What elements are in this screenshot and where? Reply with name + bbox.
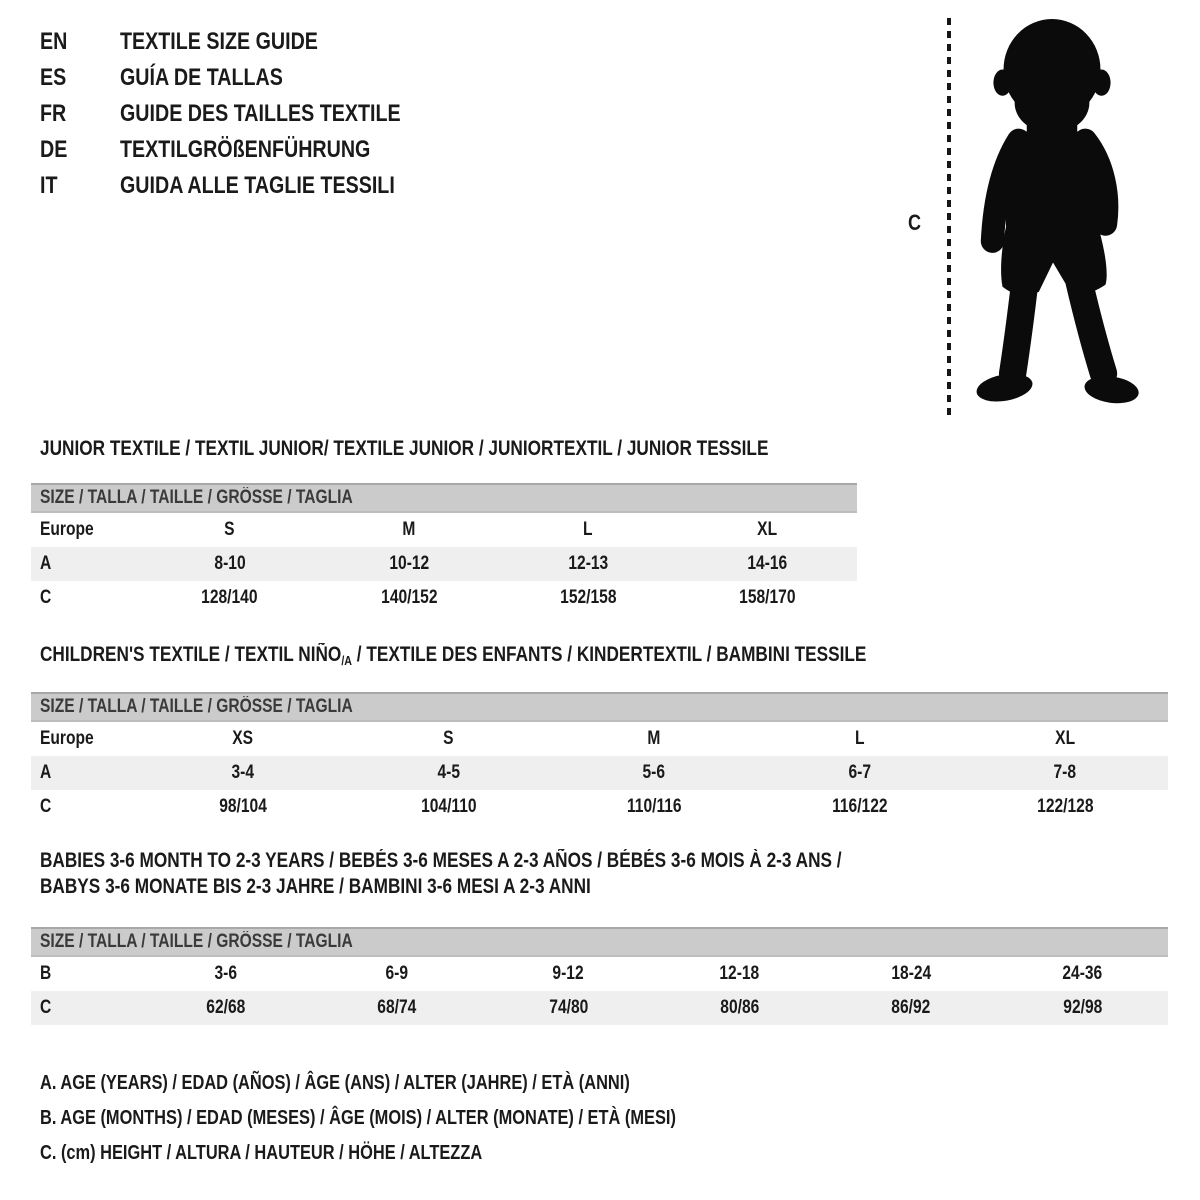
- cell-value: 5-6: [642, 762, 666, 783]
- lang-title: GUIDE DES TAILLES TEXTILE: [120, 100, 401, 127]
- cell-value: 92/98: [1062, 997, 1102, 1018]
- babies-size-header-bar: [31, 927, 1168, 957]
- cell-value: 18-24: [891, 963, 931, 984]
- cell-value: 68/74: [377, 997, 417, 1018]
- row-label: A: [40, 762, 52, 783]
- table-row: [31, 513, 857, 547]
- table-row: [31, 991, 1168, 1025]
- note-a: A. AGE (YEARS) / EDAD (AÑOS) / ÂGE (ANS) / ALTER (JAHRE) / ETÀ (ANNI): [40, 1072, 630, 1094]
- lang-code: FR: [40, 100, 67, 127]
- lang-code: ES: [40, 64, 67, 91]
- cell-value: 74/80: [548, 997, 588, 1018]
- note-b: B. AGE (MONTHS) / EDAD (MESES) / ÂGE (MOIS) / ALTER (MONATE) / ETÀ (MESI): [40, 1107, 676, 1129]
- cell-value: 4-5: [437, 762, 460, 783]
- children-size-header-bar: [31, 692, 1168, 722]
- lang-row-en: [40, 24, 462, 60]
- lang-row-it: [40, 168, 462, 204]
- cell-value: M: [402, 519, 416, 540]
- lang-code: EN: [40, 28, 68, 55]
- measure-c-label: C: [908, 210, 922, 235]
- cell-value: 7-8: [1053, 762, 1077, 783]
- cell-value: L: [583, 519, 593, 540]
- lang-row-es: [40, 60, 462, 96]
- cell-value: 9-12: [552, 963, 584, 984]
- cell-value: 98/104: [218, 796, 267, 817]
- cell-value: XS: [232, 728, 254, 749]
- cell-value: 8-10: [214, 553, 246, 574]
- row-label: Europe: [40, 728, 94, 749]
- junior-title-text: JUNIOR TEXTILE / TEXTIL JUNIOR/ TEXTILE JUNIOR / JUNIORTEXTIL / JUNIOR TESSILE: [40, 437, 769, 460]
- table-row: [31, 756, 1168, 790]
- row-label: C: [40, 997, 52, 1018]
- children-size-table: [31, 692, 1168, 824]
- lang-title: GUIDA ALLE TAGLIE TESSILI: [120, 172, 395, 199]
- note-c: C. (cm) HEIGHT / ALTURA / HAUTEUR / HÖHE / ALTEZZA: [40, 1142, 483, 1164]
- lang-row-de: [40, 132, 462, 168]
- row-label: A: [40, 553, 52, 574]
- table-row: [31, 957, 1168, 991]
- cell-value: 116/122: [831, 796, 888, 817]
- lang-title: TEXTILGRÖßENFÜHRUNG: [120, 136, 371, 163]
- cell-value: M: [647, 728, 661, 749]
- cell-value: 6-7: [848, 762, 871, 783]
- table-row: [31, 581, 857, 615]
- junior-section-title: [40, 436, 928, 462]
- cell-value: XL: [1055, 728, 1076, 749]
- row-label: C: [40, 796, 52, 817]
- cell-value: 14-16: [747, 553, 788, 574]
- babies-section-title: [40, 848, 1018, 900]
- cell-value: 122/128: [1037, 796, 1094, 817]
- lang-row-fr: [40, 96, 462, 132]
- row-label: B: [40, 963, 52, 984]
- cell-value: 12-13: [568, 553, 609, 574]
- cell-value: 12-18: [719, 963, 760, 984]
- babies-size-table: [31, 927, 1168, 1025]
- cell-value: 158/170: [739, 587, 796, 608]
- cell-value: 3-4: [231, 762, 255, 783]
- table-row: [31, 790, 1168, 824]
- babies-title-line1: BABIES 3-6 MONTH TO 2-3 YEARS / BEBÉS 3-6 MESES A 2-3 AÑOS / BÉBÉS 3-6 MOIS À 2-3 ANS /: [40, 849, 842, 872]
- cell-value: 110/116: [626, 796, 682, 817]
- junior-size-table: [31, 483, 857, 615]
- cell-value: 24-36: [1062, 963, 1103, 984]
- size-header-label: SIZE / TALLA / TAILLE / GRÖSSE / TAGLIA: [40, 931, 353, 952]
- height-dashed-line: [947, 18, 951, 416]
- cell-value: 6-9: [385, 963, 409, 984]
- children-section-title: [40, 642, 1048, 674]
- language-title-list: [40, 24, 462, 204]
- size-header-label: SIZE / TALLA / TAILLE / GRÖSSE / TAGLIA: [40, 696, 353, 717]
- lang-title: TEXTILE SIZE GUIDE: [120, 28, 318, 55]
- cell-value: L: [854, 728, 865, 749]
- cell-value: 3-6: [214, 963, 237, 984]
- cell-value: 62/68: [206, 997, 246, 1018]
- lang-code: DE: [40, 136, 68, 163]
- cell-value: 128/140: [201, 587, 258, 608]
- cell-value: 152/158: [559, 587, 617, 608]
- baby-silhouette-icon: [962, 14, 1142, 418]
- cell-value: S: [224, 519, 235, 540]
- cell-value: XL: [757, 519, 778, 540]
- row-label: Europe: [40, 519, 94, 540]
- row-label: C: [40, 587, 52, 608]
- nino-a-subscript: /A: [341, 653, 352, 668]
- lang-code: IT: [40, 172, 58, 199]
- children-title-text: CHILDREN'S TEXTILE / TEXTIL NIÑO/A / TEXTILE DES ENFANTS / KINDERTEXTIL / BAMBINI TESSILE: [40, 643, 867, 668]
- table-row: [31, 547, 857, 581]
- table-row: [31, 722, 1168, 756]
- babies-title-line2: BABYS 3-6 MONATE BIS 2-3 JAHRE / BAMBINI 3-6 MESI A 2-3 ANNI: [40, 875, 591, 898]
- cell-value: 80/86: [720, 997, 760, 1018]
- size-header-label: SIZE / TALLA / TAILLE / GRÖSSE / TAGLIA: [40, 487, 353, 508]
- junior-size-header-bar: [31, 483, 857, 513]
- legend-notes: [40, 1066, 816, 1171]
- cell-value: 140/152: [380, 587, 438, 608]
- lang-title: GUÍA DE TALLAS: [120, 64, 283, 91]
- cell-value: 86/92: [891, 997, 931, 1018]
- cell-value: 10-12: [388, 553, 429, 574]
- cell-value: 104/110: [420, 796, 477, 817]
- cell-value: S: [443, 728, 454, 749]
- height-measure-figure: [900, 12, 1170, 424]
